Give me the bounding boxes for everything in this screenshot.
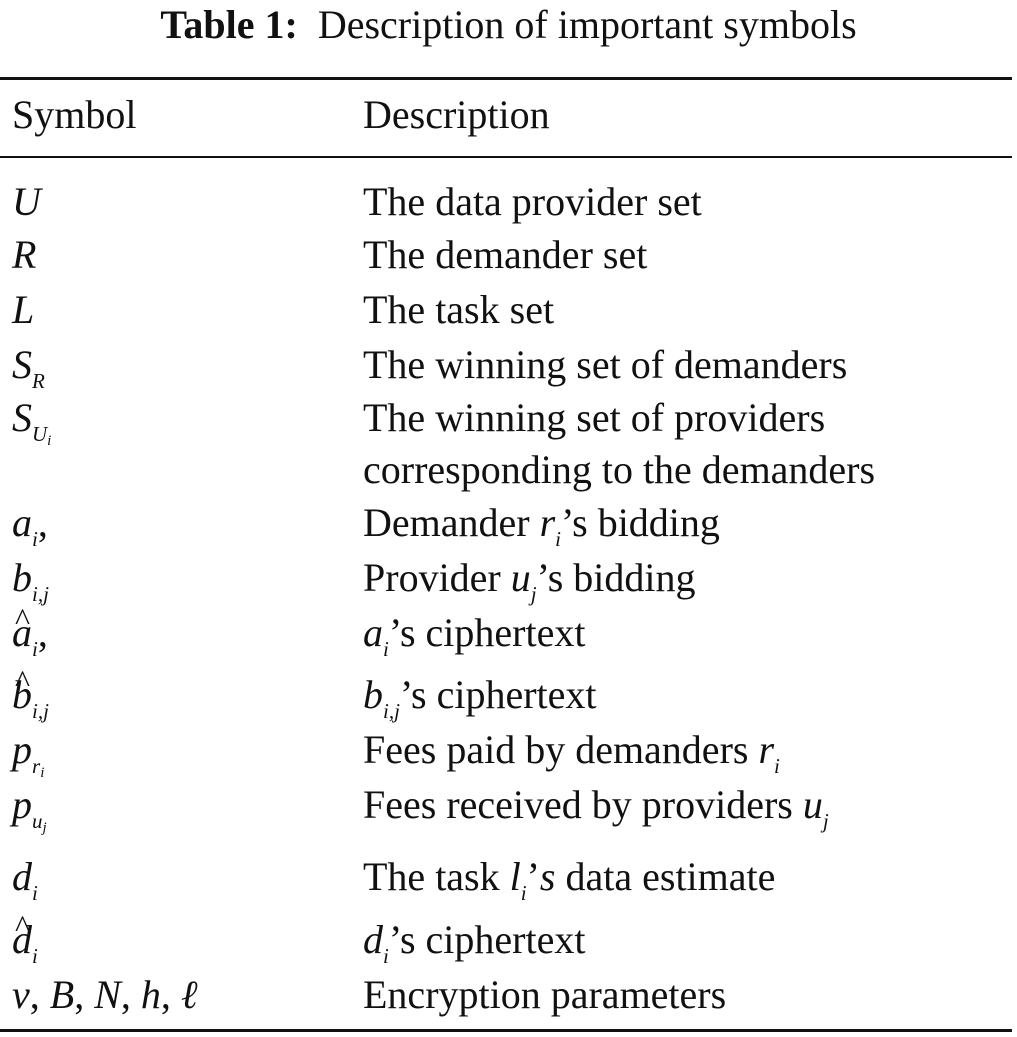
subscript: i: [383, 944, 389, 968]
symbol-cell: [12, 229, 36, 281]
description-cell: [363, 444, 875, 496]
text-segment: Fees paid by demanders: [363, 727, 759, 772]
description-cell: [363, 229, 647, 281]
subscript: i,j: [383, 699, 400, 723]
text-segment: u: [510, 555, 531, 600]
text-segment: data estimate: [555, 854, 776, 899]
table-row: [0, 392, 1017, 449]
symbol-cell: [12, 914, 38, 972]
text-segment: The winning set of providers: [363, 395, 826, 440]
text-segment: ,: [160, 972, 181, 1017]
symbol-cell: [12, 724, 44, 785]
text-segment: d: [12, 854, 32, 899]
description-cell: [363, 339, 847, 391]
text-segment: p: [12, 727, 32, 772]
description-cell: [363, 497, 720, 555]
table-row: [0, 229, 1017, 281]
text-segment: p: [12, 782, 32, 827]
subscript: i: [774, 754, 780, 778]
hatted-symbol: ^ d: [12, 914, 32, 966]
description-cell: [363, 552, 696, 610]
subscript: u: [32, 809, 43, 833]
text-segment: u: [802, 782, 823, 827]
subscript: i: [32, 881, 38, 905]
text-segment: ’: [526, 854, 540, 899]
description-cell: [363, 176, 702, 228]
text-segment: b: [12, 555, 32, 600]
text-segment: ,: [37, 500, 48, 545]
text-segment: The task: [363, 854, 510, 899]
subscript: U: [32, 422, 48, 446]
description-cell: [363, 607, 585, 665]
symbol-cell: [12, 284, 34, 336]
text-segment: r: [758, 727, 775, 772]
text-segment: a: [12, 500, 32, 545]
subscript: i: [32, 637, 38, 661]
table-row: [0, 339, 1017, 391]
hatted-symbol: ^ b: [12, 669, 32, 721]
text-segment: ,: [29, 972, 50, 1017]
text-segment: Provider: [363, 555, 511, 600]
description-cell: [363, 284, 554, 336]
top-rule: [0, 77, 1012, 80]
description-cell: [363, 779, 829, 837]
description-cell: [363, 724, 780, 782]
text-segment: ’s ciphertext: [399, 672, 597, 717]
symbol-cell: [12, 669, 49, 727]
subscript: i,j: [32, 582, 49, 606]
symbol-cell: [12, 497, 48, 555]
subscript: i: [32, 527, 38, 551]
text-segment: ,: [120, 972, 141, 1017]
text-segment: l: [509, 854, 521, 899]
text-segment: Fees received by providers: [363, 782, 803, 827]
subscript: i,j: [32, 699, 49, 723]
text-segment: ’s ciphertext: [388, 610, 586, 655]
description-cell: [363, 851, 775, 909]
table-row: [0, 284, 1017, 336]
text-segment: Demander: [363, 500, 540, 545]
table-row: [0, 552, 1017, 604]
text-segment: R: [12, 232, 37, 277]
description-cell: [363, 969, 726, 1021]
text-segment: S: [12, 342, 32, 387]
text-segment: b: [363, 672, 383, 717]
table-row: [0, 914, 1017, 966]
table-row: [0, 497, 1017, 549]
text-segment: Encryption parameters: [363, 972, 727, 1017]
header-row: [0, 89, 1017, 141]
table-row: [0, 607, 1017, 659]
text-segment: The winning set of demanders: [363, 342, 848, 387]
header-symbol: Symbol: [12, 92, 137, 137]
description-cell: [363, 392, 825, 444]
text-segment: ’s ciphertext: [388, 917, 586, 962]
symbol-cell: [12, 779, 47, 840]
subscript: i: [520, 881, 527, 905]
text-segment: a: [363, 610, 383, 655]
sub-subscript: j: [42, 820, 47, 836]
text-segment: ,: [37, 610, 48, 655]
description-cell: [363, 669, 597, 727]
table-caption: [0, 0, 1017, 50]
text-segment: s: [539, 854, 556, 899]
table-row: [0, 969, 1017, 1021]
table-row: [0, 444, 1017, 496]
text-segment: ’s bidding: [536, 555, 696, 600]
subscript: R: [32, 369, 45, 393]
hatted-symbol: ^ a: [12, 607, 32, 659]
text-segment: v: [12, 972, 30, 1017]
text-segment: ℓ: [180, 972, 198, 1017]
symbol-cell: [12, 969, 198, 1021]
text-segment: N: [94, 972, 121, 1017]
text-segment: The demander set: [363, 232, 648, 277]
subscript: r: [32, 754, 41, 778]
table-row: [0, 669, 1017, 721]
table-label: Table 1:: [160, 2, 298, 47]
header-rule: [0, 156, 1012, 158]
table-row: [0, 779, 1017, 836]
table-title: Description of important symbols: [317, 2, 857, 47]
description-cell: [363, 914, 585, 972]
text-segment: h: [140, 972, 161, 1017]
text-segment: corresponding to the demanders: [363, 447, 876, 492]
symbol-cell: [12, 339, 45, 397]
sub-subscript: i: [47, 433, 52, 449]
text-segment: U: [12, 179, 41, 224]
text-segment: S: [12, 395, 32, 440]
subscript: i: [383, 637, 389, 661]
table-row: [0, 724, 1017, 781]
subscript: i: [555, 527, 562, 551]
subscript: i: [32, 944, 38, 968]
text-segment: r: [539, 500, 556, 545]
subscript: j: [530, 582, 537, 606]
text-segment: ’s bidding: [561, 500, 720, 545]
text-segment: The task set: [363, 287, 555, 332]
bottom-rule: [0, 1029, 1012, 1032]
text-segment: L: [12, 287, 35, 332]
table-row: [0, 176, 1017, 228]
sub-subscript: i: [40, 765, 45, 781]
header-description: Description: [363, 92, 550, 137]
text-segment: B: [49, 972, 75, 1017]
text-segment: d: [363, 917, 383, 962]
table-row: [0, 851, 1017, 903]
text-segment: ,: [74, 972, 95, 1017]
subscript: j: [822, 809, 829, 833]
text-segment: The data provider set: [363, 179, 702, 224]
symbol-cell: [12, 176, 41, 228]
